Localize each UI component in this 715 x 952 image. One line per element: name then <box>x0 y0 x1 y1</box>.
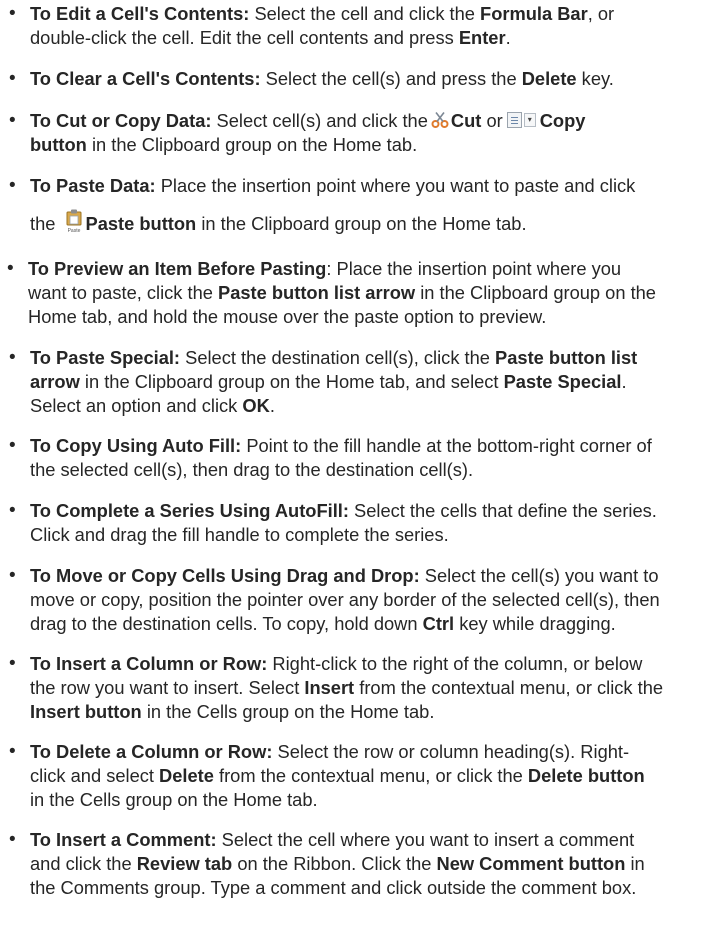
tip-text: : Place the insertion point where you <box>326 258 622 279</box>
tip-text: the Comments group. Type a comment and click outside the comment box. <box>30 877 637 898</box>
tip-title: To Cut or Copy Data: <box>30 110 212 131</box>
tip-title: To Preview an Item Before Pasting <box>28 258 327 279</box>
tip-text: Select the cell where you want to insert a comment <box>221 829 635 850</box>
tip-title: To Insert a Column or Row: <box>30 653 268 674</box>
tip-keyword: Paste button <box>85 213 197 234</box>
tip-text: Point to the fill handle at the bottom-right corner of <box>246 435 652 456</box>
tip-text: move or copy, position the pointer over any border of the selected cell(s), then <box>30 589 660 610</box>
tip-title: To Copy Using Auto Fill: <box>30 435 242 456</box>
tip-text: from the contextual menu, or click the <box>219 765 528 786</box>
tip-text: the row you want to insert. Select <box>30 677 305 698</box>
tip-keyword: Delete <box>521 68 577 89</box>
scissors-icon <box>431 111 449 129</box>
tip-text: the selected cell(s), then drag to the destination cell(s). <box>30 459 474 480</box>
tip-keyword: Insert button <box>30 701 142 722</box>
tip-text: . <box>621 371 627 392</box>
tip-text: the <box>30 213 56 234</box>
tip-title: To Paste Data: <box>30 175 156 196</box>
paste-icon <box>64 208 84 234</box>
tip-text: Select the destination cell(s), click the <box>185 347 496 368</box>
bullet: • <box>9 829 16 850</box>
tip-keyword: Delete <box>159 765 214 786</box>
tip-text: on the Ribbon. Click the <box>237 853 437 874</box>
tip-title: To Paste Special: <box>30 347 181 368</box>
bullet: • <box>9 500 16 521</box>
bullet: • <box>9 110 16 131</box>
tip-text: Select the cell and click the <box>254 3 481 24</box>
tip-title: To Edit a Cell's Contents: <box>30 3 250 24</box>
tip-text: in the Clipboard group on the <box>420 282 656 303</box>
tip-keyword: Insert <box>304 677 355 698</box>
tip-keyword: Enter <box>458 27 506 48</box>
tip-text: Select the row or column heading(s). Right- <box>277 741 630 762</box>
tip-text: click and select <box>30 765 160 786</box>
tip-title: To Clear a Cell's Contents: <box>30 68 261 89</box>
paste-icon-caption: Paste <box>67 228 80 234</box>
tip-text: Select the cell(s) you want to <box>424 565 659 586</box>
tip-text: in the Clipboard group on the Home tab, and select <box>84 371 504 392</box>
tip-keyword: Formula Bar <box>480 3 588 24</box>
bullet: • <box>9 741 16 762</box>
bullet: • <box>9 347 16 368</box>
copy-icon <box>506 111 538 129</box>
tip-text: and click the <box>30 853 137 874</box>
tip-title: To Move or Copy Cells Using Drag and Drop: <box>30 565 420 586</box>
tip-keyword: Paste button list <box>495 347 638 368</box>
tip-keyword: New Comment button <box>436 853 626 874</box>
bullet: • <box>9 565 16 586</box>
tip-text: . <box>505 27 511 48</box>
bullet: • <box>9 68 16 89</box>
tip-text: Click and drag the fill handle to complete the series. <box>30 524 449 545</box>
tip-text: Select the cell(s) and press the <box>265 68 522 89</box>
bullet: • <box>9 175 16 196</box>
bullet: • <box>9 3 16 24</box>
chevron-down-icon: ▾ <box>524 113 536 127</box>
tip-text: key while dragging. <box>459 613 616 634</box>
tip-text: from the contextual menu, or click the <box>359 677 664 698</box>
tip-text: in <box>630 853 645 874</box>
tip-keyword: arrow <box>30 371 80 392</box>
tip-text: double-click the cell. Edit the cell contents and press <box>30 27 459 48</box>
tip-keyword: Paste Special <box>503 371 622 392</box>
tip-text: in the Clipboard group on the Home tab. <box>91 134 418 155</box>
tip-keyword: Copy <box>539 110 586 131</box>
tip-text: Right-click to the right of the column, or below <box>272 653 643 674</box>
tip-keyword: Ctrl <box>422 613 455 634</box>
tip-title: To Complete a Series Using AutoFill: <box>30 500 349 521</box>
tip-text: want to paste, click the <box>28 282 219 303</box>
tip-text: Select an option and click <box>30 395 243 416</box>
tip-text: in the Clipboard group on the Home tab. <box>201 213 527 234</box>
tip-text: drag to the destination cells. To copy, hold down <box>30 613 423 634</box>
tip-text: Home tab, and hold the mouse over the paste option to preview. <box>28 306 547 327</box>
tip-text: Select cell(s) and click the <box>216 110 428 131</box>
tip-keyword: Cut <box>450 110 482 131</box>
tip-text: . <box>269 395 275 416</box>
tip-title: To Insert a Comment: <box>30 829 217 850</box>
tip-text: Place the insertion point where you want to paste and click <box>160 175 636 196</box>
bullet: • <box>7 258 14 279</box>
tip-text: or <box>486 110 503 131</box>
tip-title: To Delete a Column or Row: <box>30 741 273 762</box>
tip-text: in the Cells group on the Home tab. <box>30 789 318 810</box>
tip-keyword: Review tab <box>136 853 233 874</box>
tip-text: Select the cells that define the series. <box>354 500 657 521</box>
tip-text: key. <box>581 68 614 89</box>
tip-keyword: Delete button <box>527 765 645 786</box>
tip-text: , or <box>587 3 615 24</box>
bullet: • <box>9 435 16 456</box>
tip-text: in the Cells group on the Home tab. <box>146 701 435 722</box>
bullet: • <box>9 653 16 674</box>
tip-keyword: Paste button list arrow <box>218 282 416 303</box>
tip-keyword: OK <box>242 395 270 416</box>
tip-keyword: button <box>30 134 87 155</box>
